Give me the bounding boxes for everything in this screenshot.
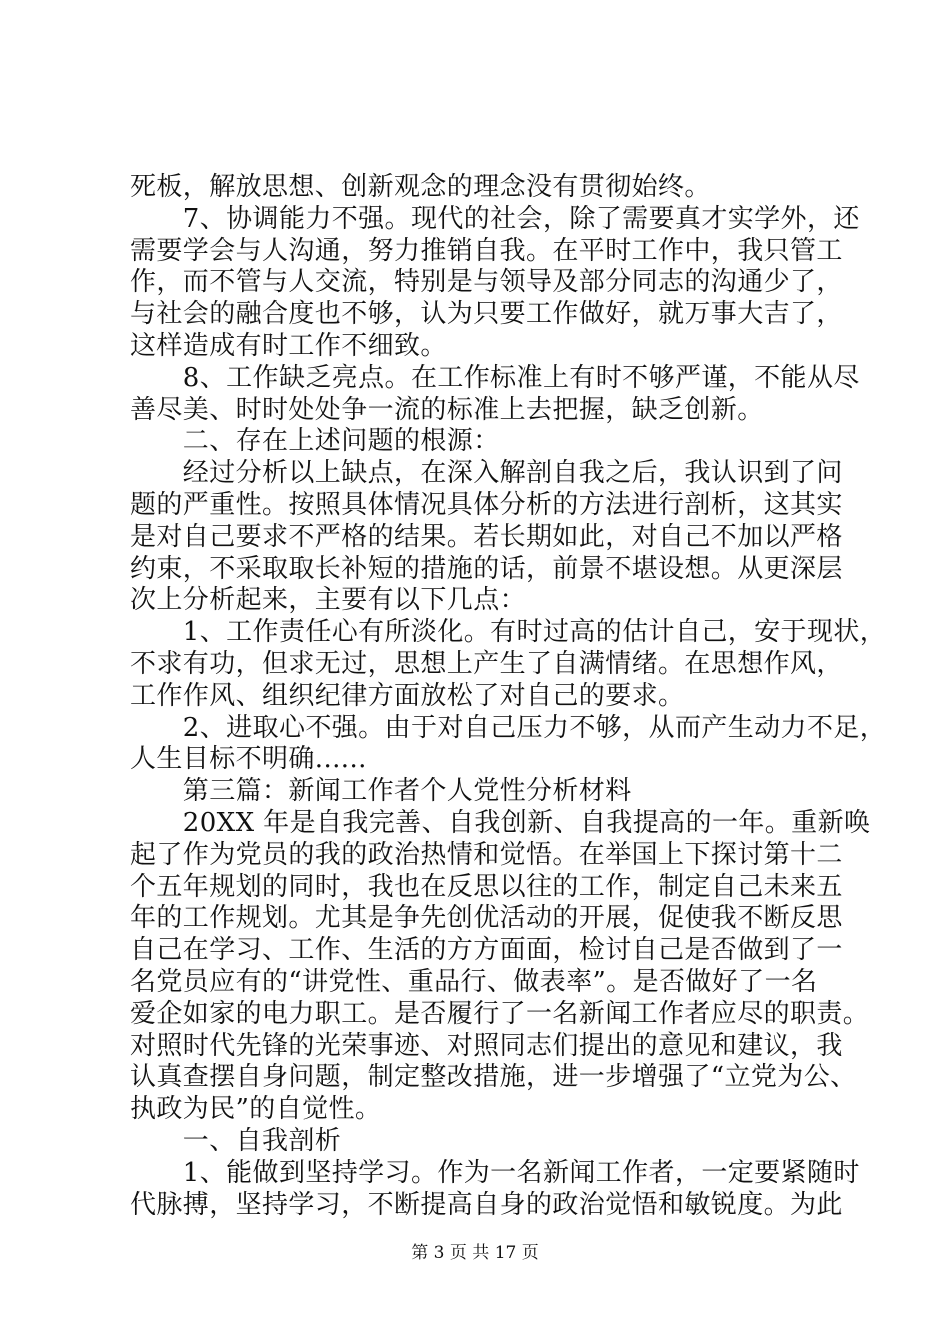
text-line: 是对自己要求不严格的结果。若长期如此，对自己不加以严格 [130, 521, 843, 552]
text-line: 需要学会与人沟通，努力推销自我。在平时工作中，我只管工 [130, 235, 843, 266]
text-line: 起了作为党员的我的政治热情和觉悟。在举国上下探讨第十二 [130, 839, 843, 870]
text-line: 死板，解放思想、创新观念的理念没有贯彻始终。 [130, 172, 711, 202]
text-line: 这样造成有时工作不细致。 [130, 330, 447, 361]
text-line: 年的工作规划。尤其是争先创优活动的开展，促使我不断反思 [130, 903, 843, 934]
text-line: 不求有功，但求无过，思想上产生了自满情绪。在思想作风， [130, 648, 843, 679]
text-line: 对照时代先锋的光荣事迹、对照同志们提出的意见和建议，我 [130, 1030, 843, 1061]
text-line: 爱企如家的电力职工。是否履行了一名新闻工作者应尽的职责。 [130, 998, 870, 1029]
text-line: 善尽美、时时处处争一流的标准上去把握，缺乏创新。 [130, 394, 764, 425]
text-line: 约束，不采取取长补短的措施的话，前景不堪设想。从更深层 [130, 553, 843, 584]
text-line: 作，而不管与人交流，特别是与领导及部分同志的沟通少了， [130, 267, 843, 298]
text-line: 工作作风、组织纪律方面放松了对自己的要求。 [130, 680, 685, 711]
text-line: 题的严重性。按照具体情况具体分析的方法进行剖析，这其实 [130, 489, 843, 520]
text-line: 次上分析起来，主要有以下几点： [130, 585, 527, 616]
text-line: 代脉搏，坚持学习，不断提高自身的政治觉悟和敏锐度。为此 [130, 1189, 843, 1220]
article-title: 第三篇：新闻工作者个人党性分析材料 [130, 776, 632, 807]
text-line: 自己在学习、工作、生活的方方面面，检讨自己是否做到了一 [130, 935, 843, 966]
document-body [130, 172, 887, 1221]
text-line: 与社会的融合度也不够，认为只要工作做好，就万事大吉了， [130, 299, 843, 330]
section-heading: 一、自我剖析 [130, 1125, 342, 1156]
text-line: 个五年规划的同时，我也在反思以往的工作，制定自己未来五 [130, 871, 843, 902]
text-line: 执政为民”的自觉性。 [130, 1094, 382, 1125]
text-line: 8、工作缺乏亮点。在工作标准上有时不够严谨，不能从尽 [130, 362, 860, 393]
text-line: 经过分析以上缺点，在深入解剖自我之后，我认识到了问 [130, 458, 843, 489]
text-line: 人生目标不明确...... [130, 744, 367, 775]
section-heading: 二、存在上述问题的根源： [130, 426, 500, 457]
text-line: 20XX 年是自我完善、自我创新、自我提高的一年。重新唤 [130, 807, 871, 838]
text-line: 1、能做到坚持学习。作为一名新闻工作者，一定要紧随时 [130, 1157, 860, 1188]
page-footer: 第 3 页 共 17 页 [411, 1243, 539, 1263]
text-line: 名党员应有的“讲党性、重品行、做表率”。是否做好了一名 [130, 966, 818, 997]
text-line: 7、协调能力不强。现代的社会，除了需要真才实学外，还 [130, 203, 860, 234]
text-line: 认真查摆自身问题，制定整改措施，进一步增强了“立党为公、 [130, 1062, 857, 1093]
text-line: 2、进取心不强。由于对自己压力不够，从而产生动力不足， [130, 712, 887, 743]
text-line: 1、工作责任心有所淡化。有时过高的估计自己，安于现状， [130, 617, 887, 648]
